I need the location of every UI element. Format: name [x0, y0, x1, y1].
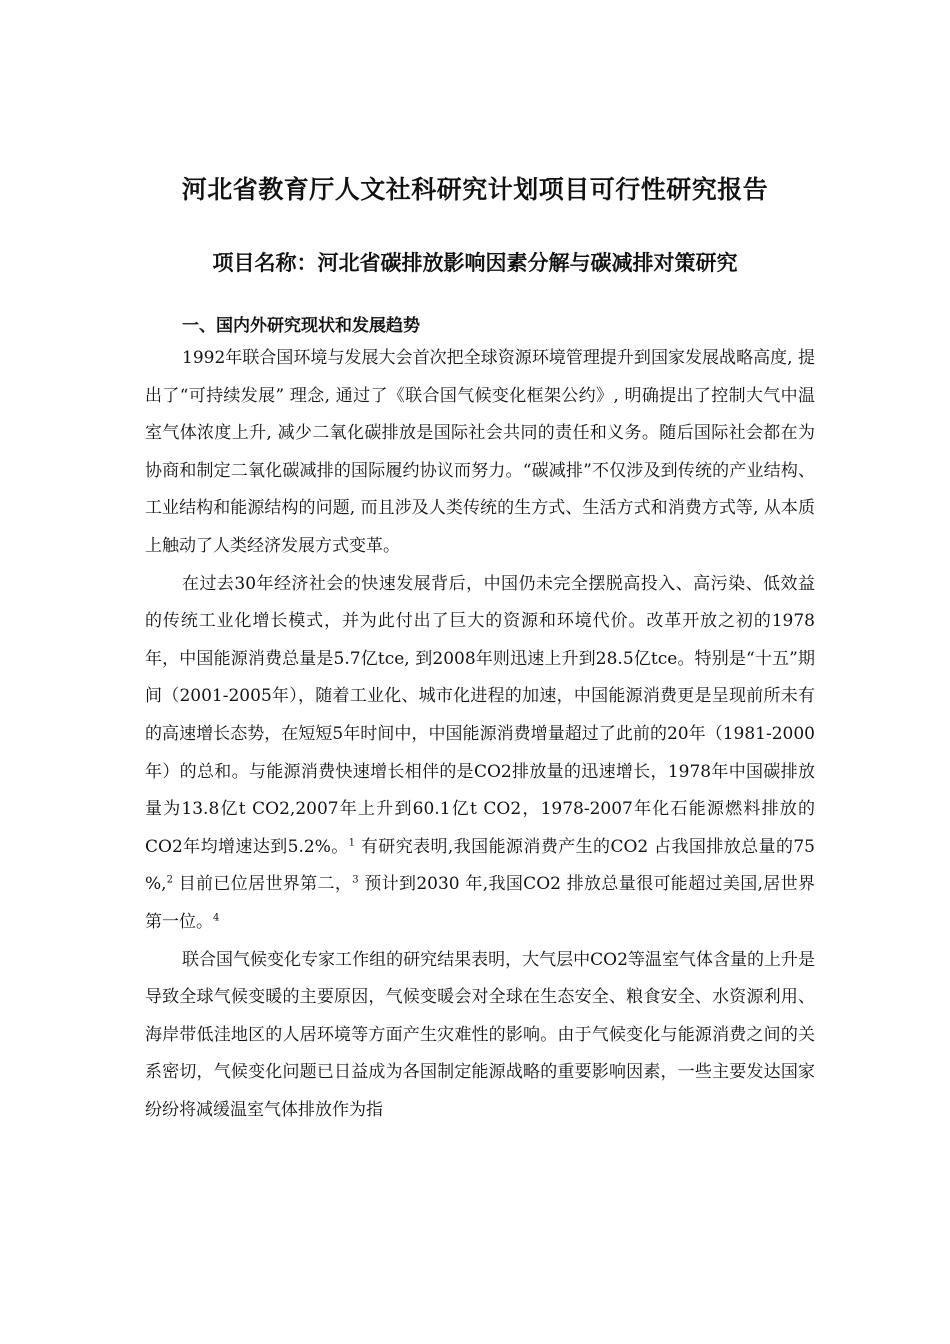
footnote-ref-2[interactable]: 2 — [166, 874, 173, 886]
paragraph-3: 联合国气候变化专家工作组的研究结果表明，大气层中CO2等温室气体含量的上升是导致全球气候变暖的主要原因，气候变暖会对全球在生态安全、粮食安全、水资源利用、海岸带低洼地区的人居环境等方面产生灾难性的影响。由于气候变化与能源消费之间的关系密切，气候变化问题已日益成为各国制定能源战略的重要影响因素，一些主要发达国家纷纷将减缓温室气体排放作为指 — [145, 949, 815, 1120]
paragraph-2-text-d: 预计到2030 年,我国CO2 排放总量很可能超过美国,居世界第一位。 — [145, 874, 815, 932]
paragraph-2 — [145, 566, 815, 942]
footnote-ref-1[interactable]: 1 — [348, 837, 356, 849]
footnote-ref-4[interactable]: 4 — [213, 912, 220, 924]
document-title: 河北省教育厅人文社科研究计划项目可行性研究报告 — [181, 175, 769, 204]
section-heading: 一、国内外研究现状和发展趋势 — [182, 316, 420, 336]
paragraph-1: 1992年联合国环境与发展大会首次把全球资源环境管理提升到国家发展战略高度, 提出了“可持续发展” 理念, 通过了《联合国气候变化框架公约》, 明确提出了控制大气中温室气体浓度上升, 减少二氧化碳排放是国际社会共同的责任和义务。随后国际社会都在为协商和制定二氧化碳减排的国际履约协议而努力。“碳减排”不仅涉及到传统的产业结构、工业结构和能源结构的问题, 而且涉及人类传统的生方式、生活方式和消费方式等, 从本质上触动了人类经济发展方式变革。 — [145, 348, 815, 556]
paragraph-2-text-c: 目前已位居世界第二， — [172, 874, 353, 895]
project-name: 项目名称：河北省碳排放影响因素分解与碳减排对策研究 — [212, 251, 738, 275]
footnote-ref-3[interactable]: 3 — [352, 874, 359, 886]
document-body — [145, 312, 815, 1129]
paragraph-2-text-b: 有研究表明,我国能源消费产生的CO2 占我国排放总量的75 %, — [145, 836, 815, 895]
paragraph-2-text-a: 在过去30年经济社会的快速发展背后，中国仍未完全摆脱高投入、高污染、低效益的传统工业化增长模式，并为此付出了巨大的资源和环境代价。改革开放之初的1978年，中国能源消费总量是5.7亿tce, 到2008年则迅速上升到28.5亿tce。特别是“十五”期间（2001-2005年），随着工业化、城市化进程的加速，中国能源消费更是呈现前所未有的高速增长态势，在短短5年时间中，中国能源消费增量超过了此前的20年（1981-2000年）的总和。与能源消费快速增长相伴的是CO2排放量的迅速增长，1978年中国碳排放量为13.8亿t CO2,2007年上升到60.1亿t CO2，1978-2007年化石能源燃料排放的CO2年均增速达到5.2%。 — [145, 573, 815, 857]
